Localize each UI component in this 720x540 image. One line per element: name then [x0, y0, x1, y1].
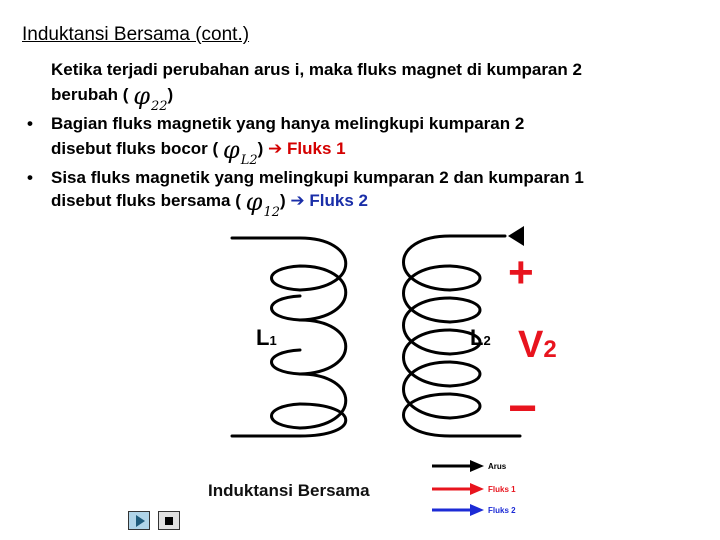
phi12-symbol: $\varphi_{12}$: [245, 188, 280, 220]
phi22-symbol: $\varphi_{22}$: [133, 82, 168, 114]
text-line-1a: Ketika terjadi perubahan arus i, maka fluks magnet di kumparan 2: [51, 60, 582, 79]
bullet-icon: •: [27, 168, 33, 187]
minus-sign: −: [508, 380, 538, 436]
current-arrowhead-icon: [508, 226, 524, 246]
text-segment: berubah (: [51, 85, 129, 104]
fluks2-label: Fluks 2: [309, 191, 368, 210]
text-segment: disebut fluks bersama (: [51, 191, 241, 210]
legend-label-arus: Arus: [488, 462, 507, 471]
stop-button[interactable]: [158, 511, 180, 530]
play-button[interactable]: [128, 511, 150, 530]
plus-sign: +: [508, 248, 534, 297]
text-line-3a: Sisa fluks magnetik yang melingkupi kumparan 2 dan kumparan 1: [51, 168, 584, 187]
slide-title: Induktansi Bersama (cont.): [22, 24, 250, 45]
arrow-icon: [470, 483, 484, 495]
text-line-2a: Bagian fluks magnetik yang hanya melingkupi kumparan 2: [51, 114, 525, 133]
arrow-right-icon: ➔: [290, 191, 305, 211]
text-segment: ): [257, 139, 264, 158]
legend-label-fluks1: Fluks 1: [488, 485, 516, 494]
coil-l2: [404, 236, 521, 436]
label-l2: L2: [470, 325, 491, 350]
arrow-icon: [470, 504, 484, 516]
legend: [432, 460, 516, 516]
arrow-right-icon: ➔: [268, 139, 283, 159]
label-l1: L1: [256, 325, 277, 350]
diagram-caption: Induktansi Bersama: [208, 481, 370, 500]
text-segment: ): [167, 85, 174, 104]
text-segment: disebut fluks bocor (: [51, 139, 219, 158]
fluks1-label: Fluks 1: [287, 139, 346, 158]
bullet-icon: •: [27, 114, 33, 133]
arrow-icon: [470, 460, 484, 472]
coil-l1: [232, 238, 346, 436]
text-segment: ): [279, 191, 286, 210]
legend-label-fluks2: Fluks 2: [488, 506, 516, 515]
voltage-v2-label: V2: [518, 324, 557, 366]
phiL2-symbol: $\varphi_{L2}$: [222, 136, 258, 168]
